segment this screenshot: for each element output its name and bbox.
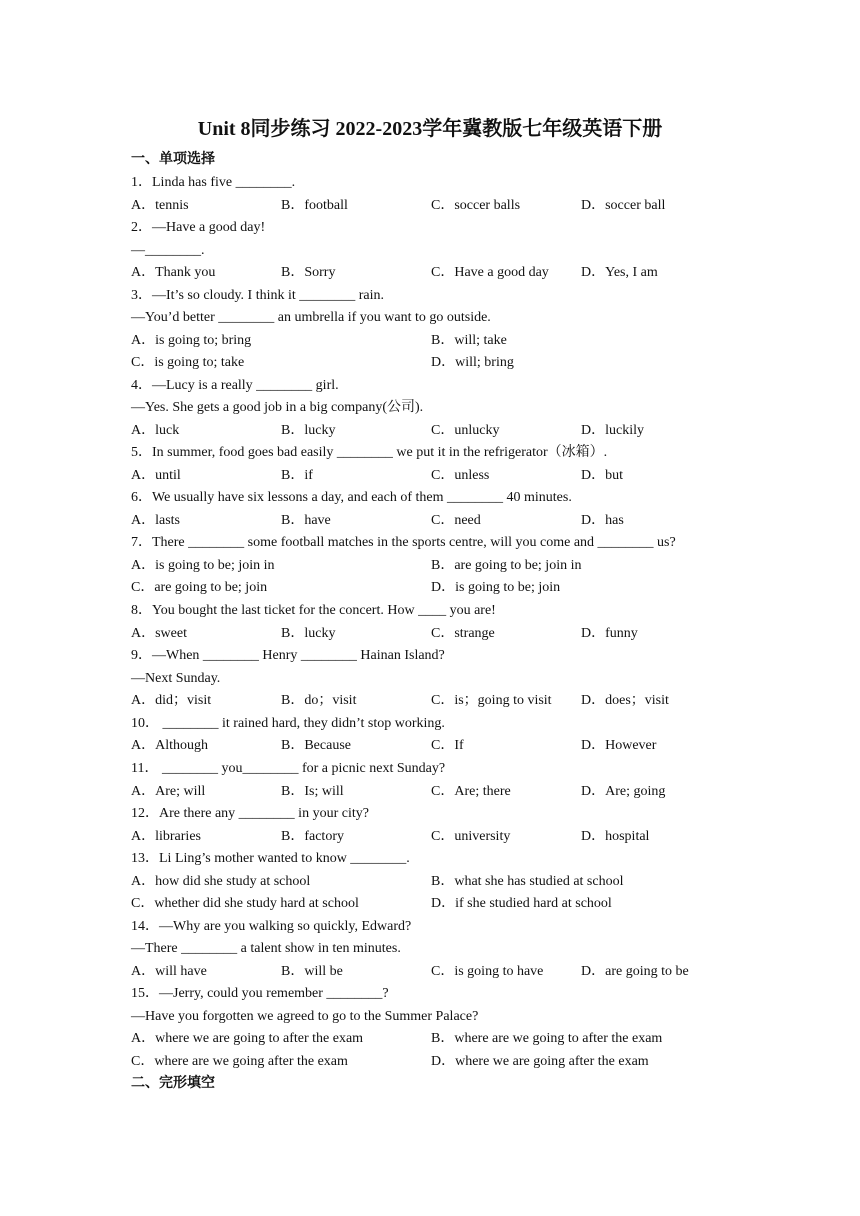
question-5-option-d: D．but — [581, 468, 623, 483]
question-12-option-b: B．factory — [281, 829, 344, 844]
question-4-option-d: D．luckily — [581, 423, 644, 438]
question-5-option-b: B．if — [281, 468, 313, 483]
question-8-option-a: A．sweet — [131, 626, 187, 641]
question-4-option-c: C．unlucky — [431, 423, 500, 438]
question-10-stem: 10． ________ it rained hard, they didn’t stop working. — [131, 716, 445, 731]
question-6-option-c: C．need — [431, 513, 481, 528]
question-14-option-b: B．will be — [281, 964, 343, 979]
question-9-option-b: B．do；visit — [281, 693, 357, 708]
question-15-option-a: A．where we are going to after the exam — [131, 1031, 364, 1046]
question-9-stem-line-2: —Next Sunday. — [131, 671, 221, 686]
question-8-option-d: D．funny — [581, 626, 638, 641]
question-6-option-d: D．has — [581, 513, 624, 528]
question-15-option-b: B．where are we going to after the exam — [431, 1031, 663, 1046]
question-1-option-c: C．soccer balls — [431, 198, 521, 213]
question-6-option-a: A．lasts — [131, 513, 180, 528]
question-11-option-c: C．Are; there — [431, 784, 511, 799]
question-14-option-c: C．is going to have — [431, 964, 544, 979]
question-3-option-b: B．will; take — [431, 333, 507, 348]
question-14-option-d: D．are going to be — [581, 964, 689, 979]
question-11-option-a: A．Are; will — [131, 784, 206, 799]
question-13-option-b: B．what she has studied at school — [431, 874, 624, 889]
question-14-option-a: A．will have — [131, 964, 207, 979]
question-3-option-c: C．is going to; take — [131, 355, 245, 370]
question-13-option-d: D．if she studied hard at school — [431, 896, 612, 911]
question-1-stem: 1．Linda has five ________. — [131, 175, 296, 190]
question-4-option-a: A．luck — [131, 423, 180, 438]
question-4-option-b: B．lucky — [281, 423, 336, 438]
question-14-stem-line-2: —There ________ a talent show in ten minutes. — [131, 941, 401, 956]
question-2-option-d: D．Yes, I am — [581, 265, 658, 280]
question-15-stem-line-2: —Have you forgotten we agreed to go to the Summer Palace? — [131, 1009, 479, 1024]
question-3-option-a: A．is going to; bring — [131, 333, 252, 348]
question-15-stem: 15．—Jerry, could you remember ________? — [131, 986, 389, 1001]
question-2-option-b: B．Sorry — [281, 265, 336, 280]
question-8-option-b: B．lucky — [281, 626, 336, 641]
question-12-option-a: A．libraries — [131, 829, 201, 844]
document-title: Unit 8同步练习 2022-2023学年冀教版七年级英语下册 — [197, 118, 663, 140]
question-8-option-c: C．strange — [431, 626, 495, 641]
section-heading-cloze: 二、完形填空 — [131, 1076, 215, 1091]
question-1-option-a: A．tennis — [131, 198, 189, 213]
question-3-option-d: D．will; bring — [431, 355, 514, 370]
question-6-stem: 6．We usually have six lessons a day, and each of them ________ 40 minutes. — [131, 490, 572, 505]
question-12-option-c: C．university — [431, 829, 511, 844]
question-1-option-b: B．football — [281, 198, 348, 213]
question-11-stem: 11． ________ you________ for a picnic next Sunday? — [131, 761, 446, 776]
question-11-option-b: B．Is; will — [281, 784, 344, 799]
question-13-option-c: C．whether did she study hard at school — [131, 896, 359, 911]
question-4-stem: 4．—Lucy is a really ________ girl. — [131, 378, 339, 393]
question-6-option-b: B．have — [281, 513, 331, 528]
question-10-option-d: D．However — [581, 738, 657, 753]
question-10-option-a: A．Although — [131, 738, 208, 753]
question-10-option-c: C．If — [431, 738, 464, 753]
question-12-option-d: D．hospital — [581, 829, 650, 844]
question-5-option-c: C．unless — [431, 468, 490, 483]
question-9-option-a: A．did；visit — [131, 693, 212, 708]
question-7-stem: 7．There ________ some football matches in the sports centre, will you come and ________ us? — [131, 535, 676, 550]
question-2-option-a: A．Thank you — [131, 265, 216, 280]
question-12-stem: 12．Are there any ________ in your city? — [131, 806, 369, 821]
question-14-stem: 14．—Why are you walking so quickly, Edward? — [131, 919, 412, 934]
question-2-stem-line-2: —________. — [131, 243, 205, 258]
section-heading-single-choice: 一、单项选择 — [131, 152, 215, 167]
question-9-option-d: D．does；visit — [581, 693, 669, 708]
question-7-option-a: A．is going to be; join in — [131, 558, 275, 573]
question-7-option-b: B．are going to be; join in — [431, 558, 582, 573]
question-3-stem: 3．—It’s so cloudy. I think it ________ rain. — [131, 288, 385, 303]
question-13-stem: 13．Li Ling’s mother wanted to know ________. — [131, 851, 410, 866]
question-1-option-d: D．soccer ball — [581, 198, 666, 213]
question-2-option-c: C．Have a good day — [431, 265, 549, 280]
question-15-option-c: C．where are we going after the exam — [131, 1054, 348, 1069]
question-8-stem: 8．You bought the last ticket for the concert. How ____ you are! — [131, 603, 496, 618]
question-5-stem: 5．In summer, food goes bad easily ________ we put it in the refrigerator（冰箱）. — [131, 445, 608, 460]
question-2-stem: 2．—Have a good day! — [131, 220, 266, 235]
question-3-stem-line-2: —You’d better ________ an umbrella if you want to go outside. — [131, 310, 491, 325]
question-7-option-d: D．is going to be; join — [431, 580, 561, 595]
question-5-option-a: A．until — [131, 468, 181, 483]
question-10-option-b: B．Because — [281, 738, 351, 753]
question-4-stem-line-2: —Yes. She gets a good job in a big company(公司). — [131, 400, 424, 415]
question-15-option-d: D．where we are going after the exam — [431, 1054, 649, 1069]
question-13-option-a: A．how did she study at school — [131, 874, 311, 889]
question-9-stem: 9．—When ________ Henry ________ Hainan Island? — [131, 648, 445, 663]
question-11-option-d: D．Are; going — [581, 784, 666, 799]
question-7-option-c: C．are going to be; join — [131, 580, 268, 595]
question-9-option-c: C．is；going to visit — [431, 693, 552, 708]
